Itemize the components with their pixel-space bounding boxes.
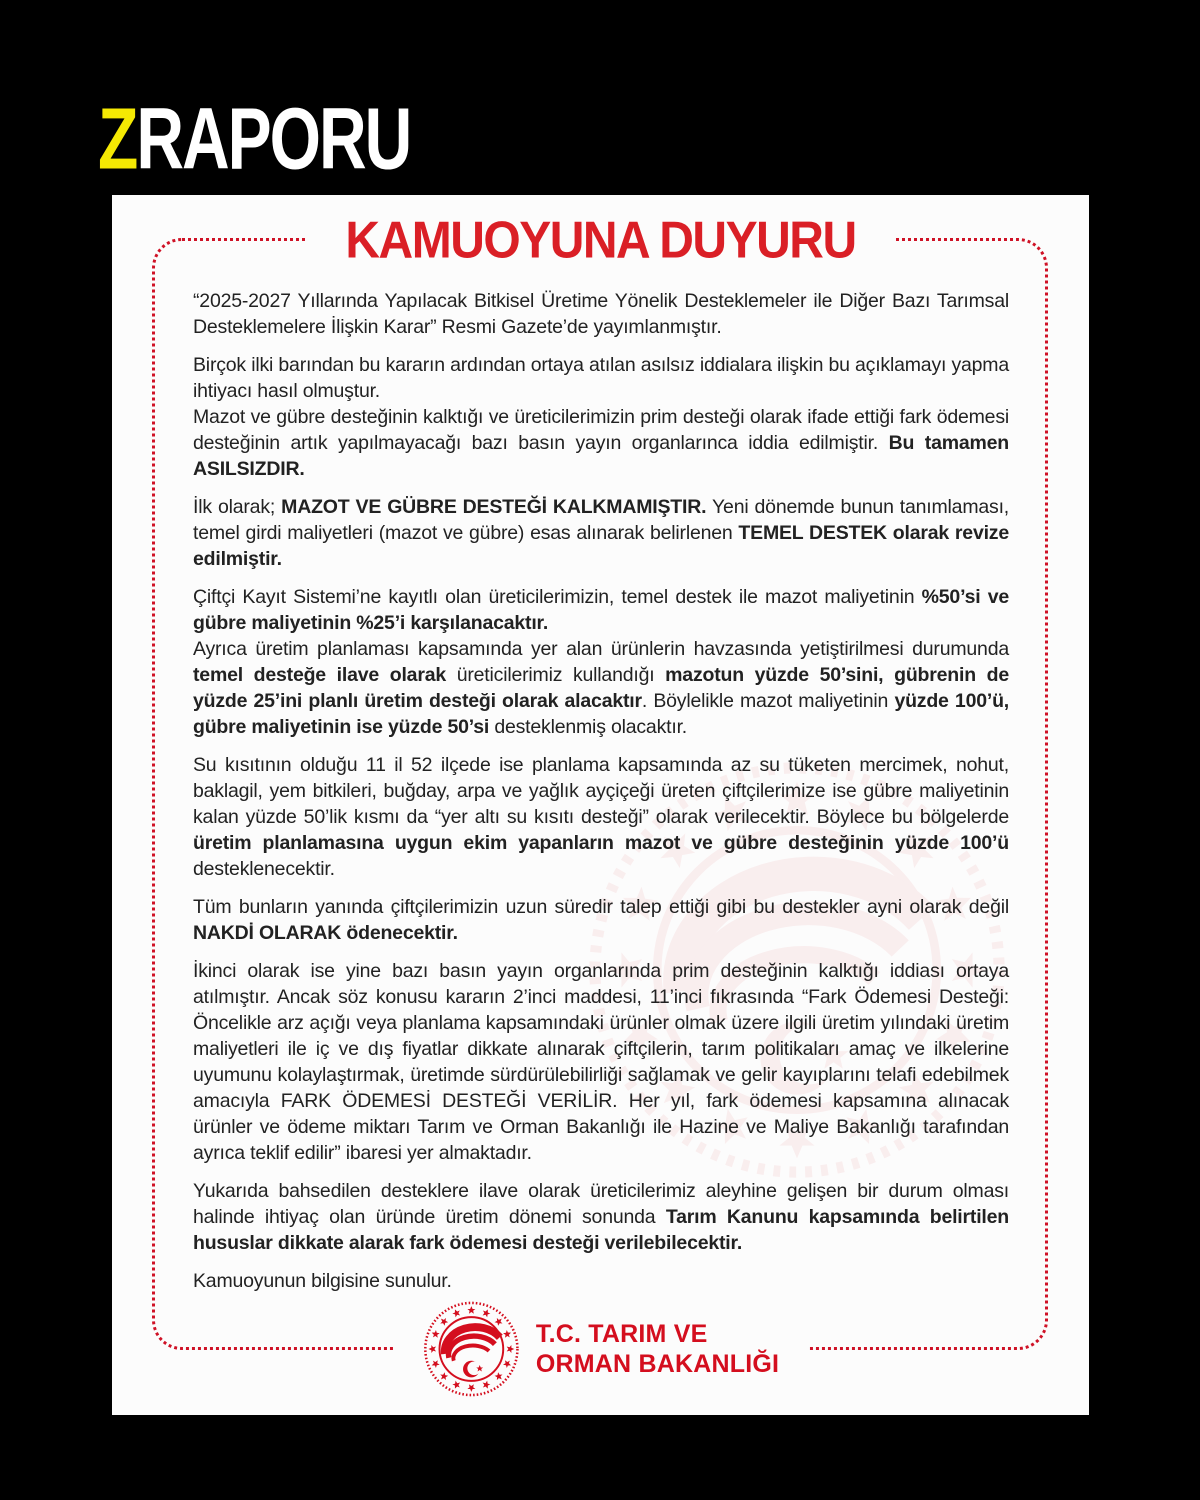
zraporu-logo xyxy=(98,88,410,194)
paragraph: Su kısıtının olduğu 11 il 52 ilçede ise planlama kapsamında az su tüketen mercimek, nohut, baklagil, yem bitkileri, buğday, arpa ve yağlık ayçiçeği üreten çiftçilerimize ise gübre maliyetinin kalan yüzde 50’lik kısmı da “yer altı su kısıtı desteği” olarak verilecektir. Böylece bu bölgelerde üretim planlamasına uygun ekim yapanların mazot ve gübre desteğinin yüzde 100’ü desteklenecektir. xyxy=(193,754,1009,880)
paragraph: İkinci olarak ise yine bazı basın yayın organlarında prim desteğinin kalktığı iddiası ortaya atılmıştır. Ancak söz konusu kararın 2’inci maddesi, 11’inci fıkrasında “Fark Ödemesi Desteği: Öncelikle arz açığı veya planlama kapsamındaki ürünler olmak üzere ilgili üretim yılındaki üretim maliyetleri ile iç ve dış fiyatlar dikkate alınarak çiftçilerin, tarım politikaları amaç ve ilkelerine uyumunu kolaylaştırmak, üretimde sürdürülebilirliği sağlamak ve gelir kayıplarını telafi edebilmek amacıyla FARK ÖDEMESİ DESTEĞİ VERİLİR. Her yıl, fark ödemesi kapsamına alınacak ürünler ve ödeme miktarı Tarım ve Orman Bakanlığı ile Hazine ve Maliye Bakanlığı tarafından ayrıca teklif edilir” ibaresi yer almaktadır. xyxy=(193,960,1009,1164)
paragraph: Birçok ilki barından bu kararın ardından ortaya atılan asılsız iddialara ilişkin bu açıklamayı yapma ihtiyacı hasıl olmuştur. xyxy=(193,354,1009,402)
announcement-body xyxy=(193,288,1009,1294)
paragraph: Çiftçi Kayıt Sistemi’ne kayıtlı olan üreticilerimizin, temel destek ile mazot maliyetinin %50’si ve gübre maliyetinin %25’i karşılanacaktır. xyxy=(193,586,1009,634)
ministry-name-line2: ORMAN BAKANLIĞI xyxy=(535,1350,780,1378)
ministry-name xyxy=(536,1319,779,1379)
paragraph: Tüm bunların yanında çiftçilerimizin uzun süredir talep ettiği gibi bu destekler ayni olarak değil NAKDİ OLARAK ödenecektir. xyxy=(193,896,1009,944)
paragraph: Yukarıda bahsedilen desteklere ilave olarak üreticilerimiz aleyhine gelişen bir durum olması halinde ihtiyaç olan üründe üretim dönemi sonunda Tarım Kanunu kapsamında belirtilen hususlar dikkate alarak fark ödemesi desteği verilebilecektir. xyxy=(193,1180,1010,1254)
paragraph: “2025-2027 Yıllarında Yapılacak Bitkisel Üretime Yönelik Desteklemeler ile Diğer Bazı Tarımsal Desteklemelere İlişkin Karar” Resmi Gazete’de yayımlanmıştır. xyxy=(193,290,1009,338)
paragraph: Mazot ve gübre desteğinin kalktığı ve üreticilerimizin prim desteği olarak ifade ettiği fark ödemesi desteğinin artık yapılmayacağı bazı basın yayın organlarınca iddia edilmiştir. Bu tamamen ASILSIZDIR. xyxy=(193,406,1009,480)
zraporu-logo-z: Z xyxy=(98,89,137,187)
paragraph: Ayrıca üretim planlaması kapsamında yer alan ürünlerin havzasında yetiştirilmesi durumunda temel desteğe ilave olarak üreticilerimiz kullandığı mazotun yüzde 50’sini, gübrenin de yüzde 25’ini planlı üretim desteği olarak alacaktır. Böylelikle mazot maliyetinin yüzde 100’ü, gübre maliyetinin ise yüzde 50’si desteklenmiş olacaktır. xyxy=(193,638,1010,738)
announcement-title: KAMUOYUNA DUYURU xyxy=(305,211,895,270)
paragraph: Kamuoyunun bilgisine sunulur. xyxy=(193,1270,452,1292)
ministry-name-line1: T.C. TARIM VE xyxy=(535,1320,708,1348)
paragraph: İlk olarak; MAZOT VE GÜBRE DESTEĞİ KALKMAMIŞTIR. Yeni dönemde bunun tanımlaması, temel girdi maliyetleri (mazot ve gübre) esas alınarak belirlenen TEMEL DESTEK olarak revize edilmiştir. xyxy=(193,496,1010,570)
ministry-logo xyxy=(394,1300,807,1398)
zraporu-logo-rest: RAPORU xyxy=(136,89,411,187)
ministry-emblem-icon xyxy=(422,1300,520,1398)
announcement-card xyxy=(112,195,1089,1415)
